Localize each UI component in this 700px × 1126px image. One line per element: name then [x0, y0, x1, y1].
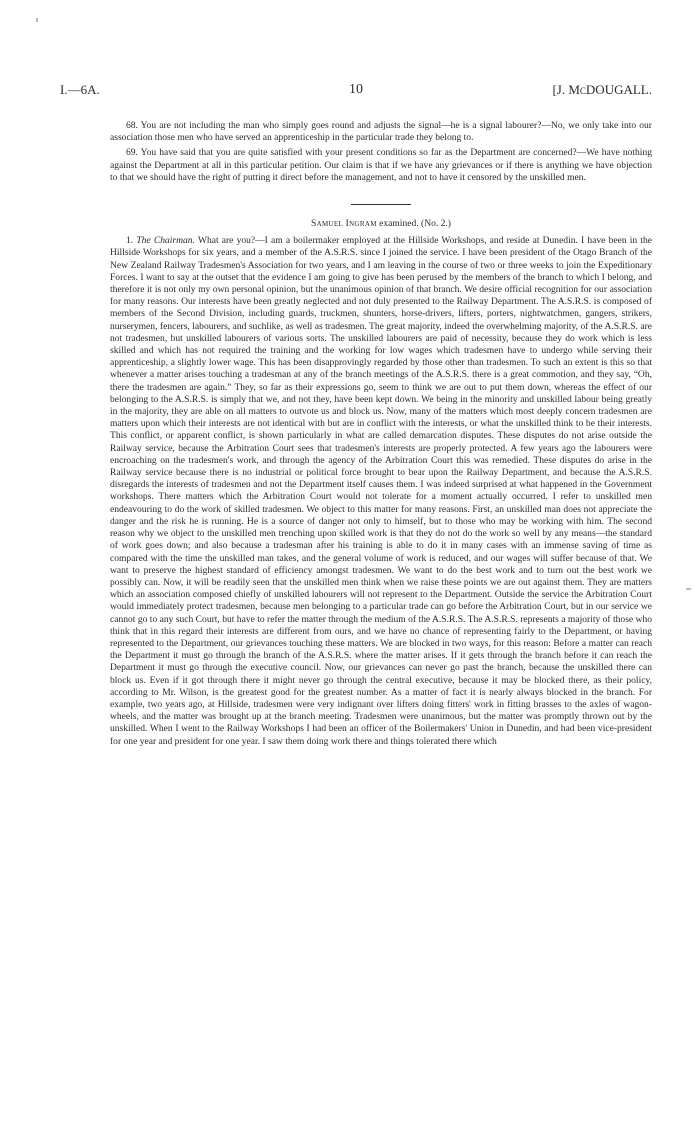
document-reference: I.—6A.	[60, 82, 100, 97]
testimony-text: What are you?—I am a boilermaker employed at the Hillside Workshops, and reside at Dunedin. I have been in the Hillside Workshops for six years, and a member of the A.S.R.S. since I joined the service. I have been president of the Otago Branch of the New Zealand Railway Tradesmen's Association for two years, and I am leaving in the course of two or three weeks to join the Expeditionary Forces. I want to say at the outset that the evidence I am going to give has been perused by the members of the branch to which I belong, and therefore it is not only my own personal opinion, but the unanimous opinion of that branch. We desire official recognition for our association for many reasons. Our interests have been greatly neglected and not duly presented to the Railway Department. The A.S.R.S. is composed of members of the Second Division, including guards, truckmen, shunters, horse-drivers, lifters, porters, nightwatchmen, gangers, strikers, nurserymen, fencers, labourers, and suchlike, as well as tradesmen. The great majority, indeed the overwhelming majority, of the A.S.R.S. are not tradesmen, but unskilled labourers of various sorts. The unskilled labourers are paid of necessity, because they do work which is less skilled and which has not required the training and the working for low wages which tradesmen have to undergo while serving their apprenticeship, a slightly lower wage. This has been disapprovingly regarded by those other than tradesmen. To such an extent is this so that whenever a matter arises touching a tradesman at any of the branch meetings of the A.S.R.S. there is a great commotion, and they say, “Oh, there the tradesmen are again.” They, so far as their expressions go, seem to think we are out to put them down, whereas the effect of our belonging to the A.S.R.S. is simply that we, and not they, have been kept down. We being in the minority and unskilled labour being greatly in the majority, they are able on all matters to outvote us and block us. Now, many of the matters which most deeply concern tradesmen are matters upon which their interests are not identical with but are in conflict with the interests, or what the unskilled think to be their interests. This conflict, or apparent conflict, is shown particularly in what are called demarcation disputes. These disputes do not arise outside the Railway service, because the Arbitration Court sees that tradesmen's interests are properly protected. A few years ago the labourers were encroaching on the tradesmen's work, and through the agency of the Arbitration Court this was remedied. These disputes do arise in the Railway service because there is no industrial or political force brought to bear upon the Railway Department, and because the A.S.R.S. disregards the interests of tradesmen and not the Department itself causes them. I was indeed surprised at what happened in the Government workshops. There matters which the Arbitration Court would not tolerate for a moment actually occurred. I refer to unskilled men endeavouring to do the work of skilled tradesmen. We object to this matter for many reasons. First, an unskilled man does not appreciate the danger and the risk he is running. He is a source of danger not only to himself, but to those who may be working with him. The second reason why we object to the unskilled men trenching upon skilled work is that they do not do the work so well by any means—the standard of work goes down; and also because a tradesman after his training is able to do it in many cases with an immense saving of time as compared with the time the unskilled man takes, and the general volume of work is reduced, and our wages will suffer because of that. We want to preserve the highest standard of efficiency amongst tradesmen. We want to do the best work and to turn out the best work we possibly can. Now, it will be readily seen that the unskilled men think when we raise these points we are out against them. They are matters which an association composed chiefly of unskilled labourers will not represent to the Department. Outside the service the Arbitration Court would immediately protect tradesmen, because men belonging to a particular trade can go before the Arbitration Court, but in our service we cannot go to any such Court, but have to refer the matter through the medium of the A.S.R.S. The A.S.R.S. represents a majority of those who think that in this regard their interests are different from ours, and we have no chance of representing fairly to the Department, or having represented to the Department, our grievances touching these matters. We are blocked in two ways, for this reason: Before a matter can reach the Department it must go through the branch of the A.S.R.S. where the matter arises. If it gets through the branch before it can reach the Department it must go through the executive council. Now, our grievances can never go past the branch, because the unskilled there can block us. Even if it got through there it might never go through the central executive, because it may be blocked there, as their policy, according to Mr. Wilson, is the greatest good for the greatest number. As a matter of fact it is nearly always blocked in the branch. For example, two years ago, at Hillside, tradesmen were very indignant over lifters doing fitters' work in fitting brasses to the axles of wagon-wheels, and the matter was brought up at the branch meeting. Tradesmen were unanimous, but the matter was promptly thrown out by the unskilled. When I went to the Railway Workshops I had been an officer of the Boilermakers' Union in Dunedin, and had been vice-president for one year and president for one year. I saw them doing work there and things tolerated there which	[110, 235, 652, 747]
document-body	[110, 120, 652, 748]
scan-speck	[36, 18, 38, 22]
section-divider	[351, 204, 411, 205]
paragraph-q69: 69. You have said that you are quite satisfied with your present conditions so far as the Department are concerned?—We have nothing against the Department at all in this particular petition. Our claim is that if we have any grievances or if there is anything we have objection to that we should have the right of putting it direct before the management, and not to have it censored by the unskilled men.	[110, 147, 652, 183]
witness-reference: [J. McDOUGALL.	[552, 82, 652, 97]
scan-speck	[686, 588, 691, 590]
page-number: 10	[349, 82, 363, 97]
section-heading	[110, 218, 652, 230]
paragraph-q68: 68. You are not including the man who simply goes round and adjusts the signal—he is a signal labourer?—No, we only take into our association those men who have served an apprenticeship in the particular trade they belong to.	[110, 120, 652, 144]
question-number: 1.	[126, 235, 134, 247]
witness-name: Samuel Ingram	[311, 218, 377, 230]
paragraph-q1	[110, 235, 652, 748]
speaker-label: The Chairman.	[136, 235, 195, 247]
heading-suffix: examined. (No. 2.)	[379, 218, 451, 230]
page-header	[60, 82, 652, 100]
